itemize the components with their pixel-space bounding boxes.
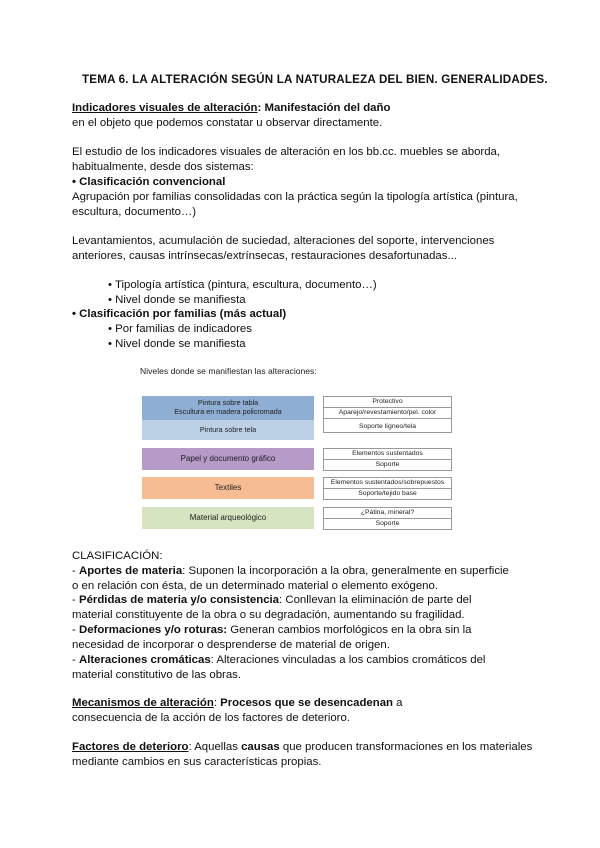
level-box-arqueologico [142, 507, 314, 529]
perdidas-term: Pérdidas de materia y/o consistencia [78, 594, 280, 606]
perdidas-line1 [72, 593, 472, 607]
level-detail: Soporte lígneo/tela [358, 423, 417, 430]
list-item: • Por familias de indicadores [108, 323, 252, 335]
cromaticas-text: : Alteraciones vinculadas a los cambios cromáticos del [210, 654, 486, 666]
indicadores-colon: : [257, 102, 262, 114]
factores-line2: mediante cambios en sus características propias. [72, 756, 322, 768]
list-item: • Nivel donde se manifiesta [108, 338, 246, 350]
clasificacion-heading: CLASIFICACIÓN: [72, 550, 163, 562]
perdidas-text: : Conllevan la eliminación de parte del [279, 594, 472, 606]
bullet: • [72, 308, 80, 320]
mecanismos-bold: Procesos que se desencadenan [216, 697, 393, 709]
aportes-line1 [72, 564, 509, 578]
level-detail: Aparejo/revestamiento/pel. color [324, 408, 451, 419]
level-detail: Elementos sustentados [324, 449, 451, 460]
level-detail: Soporte [375, 461, 400, 468]
level-detail-group-1 [323, 396, 452, 433]
level-label: Papel y documento gráfico [180, 454, 276, 463]
factores-colon: : [188, 741, 192, 753]
levantamientos-line2: anteriores, causas intrínsecas/extrínsecas, restauraciones desafortunadas... [72, 250, 457, 262]
deformaciones-text: Generan cambios morfológicos en la obra sin la [227, 624, 472, 636]
level-detail: Protectivo [324, 397, 451, 408]
levantamientos-line1: Levantamientos, acumulación de suciedad, alteraciones del soporte, intervenciones [72, 235, 495, 247]
level-label: Escultura en madera policromada [174, 407, 282, 416]
aportes-line2: o en relación con ésta, de un determinado material o elemento exógeno. [72, 580, 439, 592]
convencional-line2: escultura, documento…) [72, 206, 197, 218]
convencional-heading-line [72, 175, 225, 189]
level-detail: ¿Pátina, mineral? [324, 508, 451, 519]
cromaticas-line1 [72, 653, 485, 667]
list-item: • Nivel donde se manifiesta [108, 294, 246, 306]
cromaticas-line2: material constitutivo de las obras. [72, 669, 242, 681]
level-label: Textiles [214, 483, 242, 492]
indicadores-line2: en el objeto que podemos constatar u observar directamente. [72, 117, 383, 129]
deformaciones-line2: necesidad de incorporar o desprenderse de material de origen. [72, 639, 390, 651]
mecanismos-tail: a [392, 697, 403, 709]
level-box-papel [142, 448, 314, 470]
level-label: Pintura sobre tabla [197, 398, 259, 407]
estudio-line1: El estudio de los indicadores visuales de alteración en los bb.cc. muebles se aborda, [72, 146, 501, 158]
mecanismos-line2: consecuencia de la acción de los factores de deterioro. [72, 712, 350, 724]
estudio-line2: habitualmente, desde dos sistemas: [72, 161, 254, 173]
level-label: Pintura sobre tela [199, 425, 257, 434]
convencional-heading: Clasificación convencional [79, 176, 226, 188]
factores-bold: causas [241, 741, 280, 753]
bullet: • [72, 176, 80, 188]
deformaciones-term: Deformaciones y/o roturas: [78, 624, 228, 636]
factores-tail: que producen transformaciones en los materiales [279, 741, 533, 753]
familias-heading-line [72, 307, 286, 321]
mecanismos-line1 [72, 696, 402, 710]
factores-pre: Aquellas [191, 741, 242, 753]
aportes-term: Aportes de materia [78, 565, 183, 577]
convencional-line1: Agrupación por familias consolidadas con la práctica según la tipología artística (pintura, [72, 191, 518, 203]
level-detail: Soporte [375, 520, 400, 527]
levels-diagram [140, 366, 460, 532]
factores-heading: Factores de deterioro [72, 741, 189, 753]
page-title: TEMA 6. LA ALTERACIÓN SEGÚN LA NATURALEZA DEL BIEN. GENERALIDADES. [82, 73, 548, 86]
level-box-pintura-tela [142, 420, 314, 440]
factores-line1 [72, 740, 532, 754]
level-detail-group-4 [323, 507, 452, 530]
dash: - [72, 565, 79, 577]
list-item: • Tipología artística (pintura, escultura, documento…) [108, 279, 377, 291]
aportes-text: : Suponen la incorporación a la obra, generalmente en superficie [182, 565, 509, 577]
level-detail: Elementos sustentados/sobrepuestos [324, 478, 451, 489]
cromaticas-term: Alteraciones cromáticas [78, 654, 211, 666]
level-box-textiles [142, 477, 314, 499]
level-box-pintura-tabla [142, 396, 314, 420]
indicadores-heading: Indicadores visuales de alteración [72, 102, 258, 114]
dash: - [72, 654, 79, 666]
level-detail-group-3 [323, 477, 452, 500]
deformaciones-line1 [72, 623, 472, 637]
level-detail-group-2 [323, 448, 452, 471]
familias-heading: Clasificación por familias (más actual) [79, 308, 287, 320]
mecanismos-colon: : [213, 697, 217, 709]
figure-caption: Niveles donde se manifiestan las alteraciones: [140, 366, 317, 376]
mecanismos-heading: Mecanismos de alteración [72, 697, 214, 709]
level-label: Material arqueológico [189, 513, 267, 522]
indicadores-heading-line [72, 101, 390, 115]
dash: - [72, 624, 79, 636]
perdidas-line2: material constituyente de la obra o su degradación, aumentando su fragilidad. [72, 609, 465, 621]
dash: - [72, 594, 79, 606]
indicadores-subtitle: Manifestación del daño [261, 102, 391, 114]
level-detail: Soporte/tejido base [358, 490, 417, 497]
